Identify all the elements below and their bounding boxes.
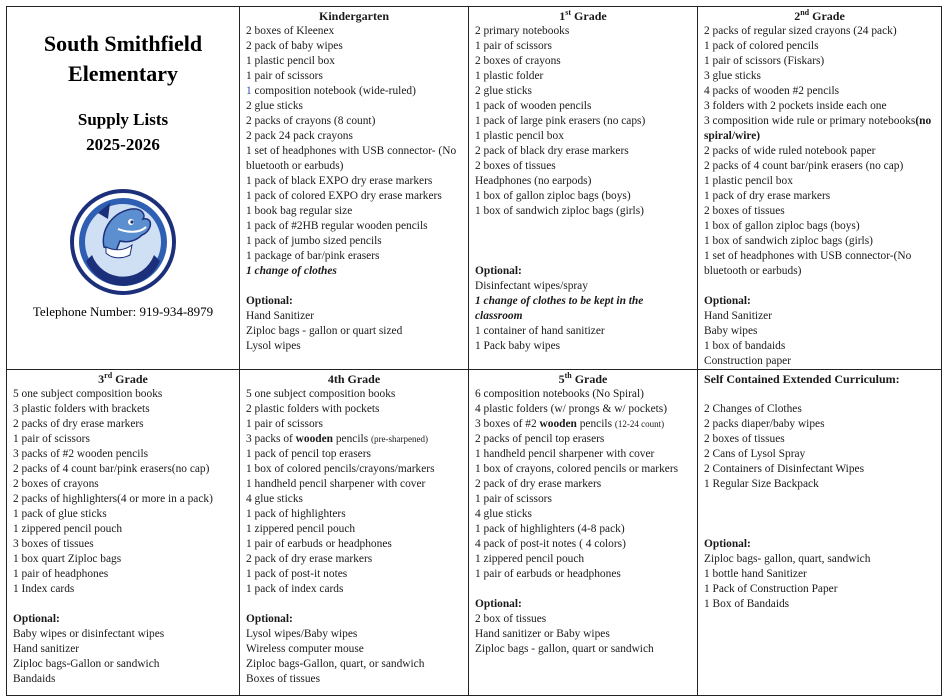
- list-item: 1 zippered pencil pouch: [13, 523, 123, 535]
- list-item: 1 pair of earbuds or headphones: [475, 568, 621, 580]
- grade3-cell: [7, 370, 240, 696]
- optional-item: Hand sanitizer: [13, 643, 80, 655]
- list-item: 1 pair of scissors (Fiskars): [704, 55, 825, 67]
- optional-item: 2 box of tissues: [475, 613, 547, 625]
- table-row: [7, 7, 942, 370]
- optional-item: Ziploc bags-Gallon, quart, or sandwich: [246, 658, 425, 670]
- optional-item: Ziploc bags - gallon or quart sized: [246, 325, 403, 337]
- list-item: 1 handheld pencil sharpener with cover: [246, 478, 426, 490]
- list-item: 2 packs of pencil top erasers: [475, 433, 605, 445]
- list-item: 3 boxes of #2 wooden pencils (12-24 count): [475, 418, 665, 430]
- optional-item: 1 container of hand sanitizer: [475, 325, 605, 337]
- list-item: 2 boxes of Kleenex: [246, 25, 335, 37]
- supply-list-table: [6, 6, 942, 696]
- list-item: 2 packs diaper/baby wipes: [704, 418, 825, 430]
- grade3-title: 3rd Grade: [98, 371, 148, 386]
- list-item: 1 set of headphones with USB connector-(No bluetooth or earbuds): [704, 250, 912, 277]
- list-item: 1 pair of earbuds or headphones: [246, 538, 392, 550]
- grade1-cell: [469, 7, 698, 370]
- list-item: 1 pair of scissors: [475, 40, 552, 52]
- list-item: Headphones (no earpods): [475, 175, 592, 187]
- list-item: 1 plastic pencil box: [475, 130, 564, 142]
- grade2-title: 2nd Grade: [794, 8, 845, 23]
- extended-curriculum-cell: [698, 370, 942, 696]
- list-item: 2 glue sticks: [246, 100, 303, 112]
- list-item: 1 pack of large pink erasers (no caps): [475, 115, 646, 127]
- list-item: 2 packs of wide ruled notebook paper: [704, 145, 876, 157]
- list-item: 2 pack of black dry erase markers: [475, 145, 629, 157]
- list-item: 2 plastic folders with pockets: [246, 403, 380, 415]
- list-item: 5 one subject composition books: [246, 388, 396, 400]
- list-item: 2 packs of highlighters(4 or more in a pack): [13, 493, 213, 505]
- list-item: 2 pack of dry erase markers: [246, 553, 373, 565]
- optional-label: Optional:: [13, 613, 60, 625]
- optional-item: Lysol wipes/Baby wipes: [246, 628, 358, 640]
- list-item: 2 pack of dry erase markers: [475, 478, 602, 490]
- optional-item: Hand Sanitizer: [704, 310, 773, 322]
- list-item: 1 pair of headphones: [13, 568, 109, 580]
- dolphins-logo: [70, 180, 176, 295]
- list-item: 2 boxes of crayons: [13, 478, 99, 490]
- list-item: 1 pack of jumbo sized pencils: [246, 235, 382, 247]
- list-item: 4 pack of post-it notes ( 4 colors): [475, 538, 626, 550]
- kindergarten-cell: [240, 7, 469, 370]
- grade5-cell: [469, 370, 698, 696]
- list-item: 1 box of gallon ziploc bags (boys): [475, 190, 631, 202]
- list-item: 1 pack of index cards: [246, 583, 344, 595]
- list-item: 1 pair of scissors: [13, 433, 90, 445]
- list-item: 1 pack of black EXPO dry erase markers: [246, 175, 433, 187]
- optional-label: Optional:: [704, 295, 751, 307]
- optional-item: Hand Sanitizer: [246, 310, 315, 322]
- optional-item: 1 box of bandaids: [704, 340, 786, 352]
- list-item: 2 pack of baby wipes: [246, 40, 343, 52]
- optional-label: Optional:: [246, 295, 293, 307]
- list-item: 1 zippered pencil pouch: [246, 523, 356, 535]
- school-info-cell: [7, 7, 240, 370]
- list-item: 1 package of bar/pink erasers: [246, 250, 380, 262]
- list-item: 1 box of sandwich ziploc bags (girls): [475, 205, 644, 217]
- list-item: 3 folders with 2 pockets inside each one: [704, 100, 887, 112]
- list-item: 2 pack 24 pack crayons: [246, 130, 353, 142]
- optional-label: Optional:: [475, 265, 522, 277]
- optional-item: Wireless computer mouse: [246, 643, 364, 655]
- optional-label: Optional:: [475, 598, 522, 610]
- list-item: 4 plastic folders (w/ prongs & w/ pockets): [475, 403, 668, 415]
- grade4-cell: [240, 370, 469, 696]
- change-of-clothes: 1 change of clothes: [246, 265, 337, 277]
- grade2-cell: [698, 7, 942, 370]
- list-item: 2 packs of dry erase markers: [13, 418, 144, 430]
- table-row: [7, 370, 942, 696]
- supply-list-heading: Supply Lists 2025-2026: [13, 107, 233, 157]
- list-item: 2 primary notebooks: [475, 25, 570, 37]
- list-item: 1 pack of highlighters: [246, 508, 346, 520]
- grade5-title: 5th Grade: [558, 371, 608, 386]
- list-item: 1 pack of #2HB regular wooden pencils: [246, 220, 428, 232]
- list-item: 1 box of crayons, colored pencils or markers: [475, 463, 679, 475]
- list-item: 2 glue sticks: [475, 85, 532, 97]
- list-item: 1 composition notebook (wide-ruled): [246, 85, 416, 97]
- optional-item: Baby wipes or disinfectant wipes: [13, 628, 165, 640]
- list-item: 2 boxes of crayons: [475, 55, 561, 67]
- list-item: 1 plastic folder: [475, 70, 544, 82]
- optional-item: 1 Box of Bandaids: [704, 598, 790, 610]
- optional-item: Construction paper: [704, 355, 791, 367]
- optional-item: Bandaids: [13, 673, 56, 685]
- optional-item: Ziploc bags-Gallon or sandwich: [13, 658, 160, 670]
- list-item: 1 pack of wooden pencils: [475, 100, 592, 112]
- list-item: 1 book bag regular size: [246, 205, 353, 217]
- list-item: 5 one subject composition books: [13, 388, 163, 400]
- change-of-clothes: 1 change of clothes to be kept in the classroom: [475, 295, 644, 322]
- logo-text: DOLPHINS: [70, 180, 133, 192]
- optional-item: Baby wipes: [704, 325, 758, 337]
- list-item: 1 pair of scissors: [246, 418, 323, 430]
- grade1-title: 1st Grade: [559, 8, 607, 23]
- list-item: 4 glue sticks: [246, 493, 303, 505]
- list-item: 3 boxes of tissues: [13, 538, 94, 550]
- list-item: 1 box of colored pencils/crayons/markers: [246, 463, 435, 475]
- list-item: 3 packs of wooden pencils (pre-sharpened): [246, 433, 428, 445]
- list-item: 3 plastic folders with brackets: [13, 403, 150, 415]
- list-item: 1 pack of post-it notes: [246, 568, 348, 580]
- school-name: South Smithfield Elementary: [43, 31, 203, 86]
- list-item: 2 packs of 4 count bar/pink erasers(no cap): [13, 463, 210, 475]
- list-item: 3 glue sticks: [704, 70, 761, 82]
- list-item: 2 packs of crayons (8 count): [246, 115, 376, 127]
- list-item: 1 box of sandwich ziploc bags (girls): [704, 235, 873, 247]
- extended-curriculum-title: Self Contained Extended Curriculum:: [704, 372, 900, 386]
- optional-item: Disinfectant wipes/spray: [475, 280, 588, 292]
- list-item: 2 boxes of tissues: [475, 160, 556, 172]
- list-item: 1 box of gallon ziploc bags (boys): [704, 220, 860, 232]
- kindergarten-title: Kindergarten: [319, 9, 389, 23]
- list-item: 1 Index cards: [13, 583, 75, 595]
- list-item: 1 pack of pencil top erasers: [246, 448, 371, 460]
- optional-item: 1 bottle hand Sanitizer: [704, 568, 807, 580]
- list-item: 2 boxes of tissues: [704, 205, 785, 217]
- list-item: 1 box quart Ziploc bags: [13, 553, 122, 565]
- optional-item: 1 Pack of Construction Paper: [704, 583, 838, 595]
- list-item: 1 pack of glue sticks: [13, 508, 107, 520]
- optional-label: Optional:: [704, 538, 751, 550]
- list-item: 2 packs of regular sized crayons (24 pack): [704, 25, 897, 37]
- school-year: 2025-2026: [86, 135, 160, 154]
- list-item: 6 composition notebooks (No Spiral): [475, 388, 644, 400]
- list-item: 1 pack of colored pencils: [704, 40, 819, 52]
- grade4-title: 4th Grade: [327, 372, 381, 386]
- list-item: 2 Containers of Disinfectant Wipes: [704, 463, 865, 475]
- telephone-number: Telephone Number: 919-934-8979: [32, 304, 214, 319]
- list-item: 2 Changes of Clothes: [704, 403, 802, 415]
- list-item: 1 Regular Size Backpack: [704, 478, 819, 490]
- optional-item: 1 Pack baby wipes: [475, 340, 561, 352]
- list-item: 3 composition wide rule or primary notebooks(no spiral/wire): [704, 115, 932, 142]
- list-item: 1 handheld pencil sharpener with cover: [475, 448, 655, 460]
- list-item: 1 zippered pencil pouch: [475, 553, 585, 565]
- list-item: 4 packs of wooden #2 pencils: [704, 85, 840, 97]
- list-item: 2 Cans of Lysol Spray: [704, 448, 806, 460]
- list-item: 3 packs of #2 wooden pencils: [13, 448, 149, 460]
- list-item: 1 pair of scissors: [246, 70, 323, 82]
- optional-item: Lysol wipes: [246, 340, 301, 352]
- list-item: 1 plastic pencil box: [704, 175, 793, 187]
- optional-item: Ziploc bags- gallon, quart, sandwich: [704, 553, 871, 565]
- list-item: 1 plastic pencil box: [246, 55, 335, 67]
- list-item: 1 pack of dry erase markers: [704, 190, 831, 202]
- list-item: 1 set of headphones with USB connector- (No bluetooth or earbuds): [246, 145, 457, 172]
- optional-item: Hand sanitizer or Baby wipes: [475, 628, 610, 640]
- list-item: 1 pack of colored EXPO dry erase markers: [246, 190, 442, 202]
- list-item: 2 packs of 4 count bar/pink erasers (no cap): [704, 160, 904, 172]
- optional-item: Boxes of tissues: [246, 673, 321, 685]
- optional-item: Ziploc bags - gallon, quart or sandwich: [475, 643, 654, 655]
- list-item: 4 glue sticks: [475, 508, 532, 520]
- list-item: 2 boxes of tissues: [704, 433, 785, 445]
- list-item: 1 pack of highlighters (4-8 pack): [475, 523, 625, 535]
- optional-label: Optional:: [246, 613, 293, 625]
- list-item: 1 pair of scissors: [475, 493, 552, 505]
